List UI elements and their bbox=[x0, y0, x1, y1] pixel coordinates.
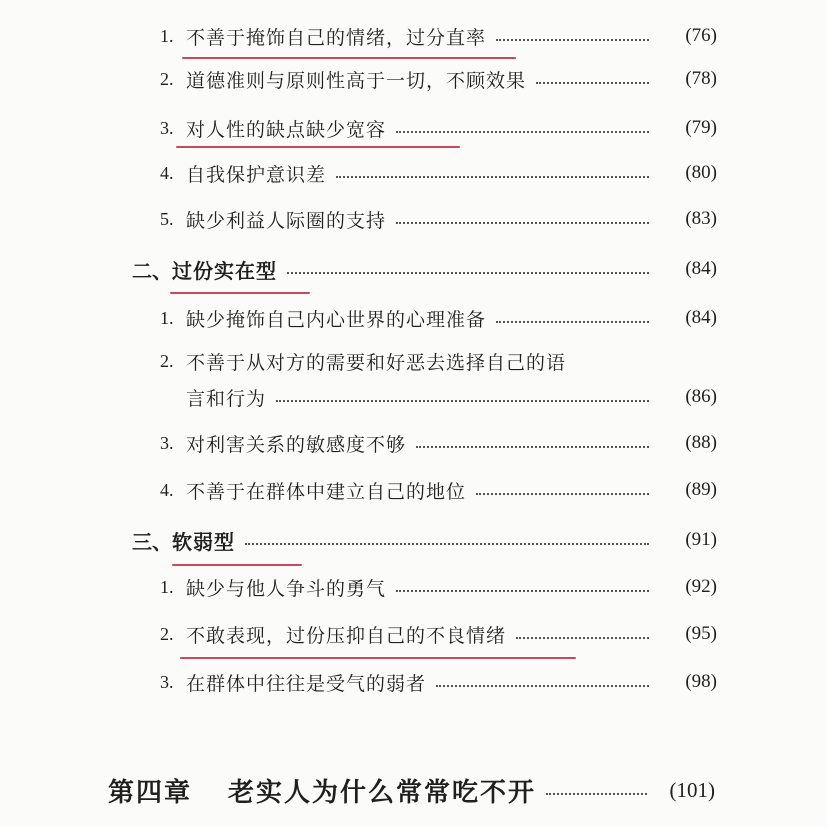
entry-title: 对人性的缺点缺少宽容 bbox=[186, 118, 387, 141]
entry-page: (89) bbox=[685, 479, 717, 500]
entry-page: (79) bbox=[685, 117, 717, 138]
entry-number: 3. bbox=[160, 671, 174, 692]
dot-leader bbox=[436, 684, 649, 687]
entry-number: 5. bbox=[160, 208, 174, 229]
toc-entry bbox=[0, 300, 827, 336]
entry-page: (78) bbox=[685, 68, 717, 89]
red-underline bbox=[176, 146, 460, 148]
entry-title: 不善于从对方的需要和好恶去选择自己的语 bbox=[186, 351, 567, 374]
entry-number: 1. bbox=[160, 25, 174, 46]
dot-leader bbox=[336, 175, 649, 178]
red-underline bbox=[180, 657, 576, 659]
toc-entry-continuation bbox=[0, 379, 827, 415]
dot-leader bbox=[245, 542, 649, 545]
entry-page: (76) bbox=[685, 25, 717, 46]
entry-number: 3. bbox=[160, 117, 174, 138]
toc-entry bbox=[0, 569, 827, 605]
entry-title: 不善于在群体中建立自己的地位 bbox=[186, 480, 467, 503]
entry-title: 缺少利益人际圈的支持 bbox=[186, 209, 387, 232]
dot-leader bbox=[496, 38, 649, 41]
entry-number: 4. bbox=[160, 479, 174, 500]
section-title: 过份实在型 bbox=[172, 258, 277, 283]
entry-title: 言和行为 bbox=[186, 387, 267, 410]
entry-number: 4. bbox=[160, 162, 174, 183]
entry-number: 1. bbox=[160, 307, 174, 328]
entry-title: 不敢表现，过份压抑自己的不良情绪 bbox=[186, 624, 507, 647]
entry-page: (86) bbox=[685, 386, 717, 407]
section-title: 软弱型 bbox=[172, 529, 235, 554]
section-number: 二、 bbox=[132, 258, 172, 283]
entry-page: (84) bbox=[685, 258, 717, 279]
entry-title: 在群体中往往是受气的弱者 bbox=[186, 672, 427, 695]
toc-section bbox=[0, 251, 827, 287]
toc-entry bbox=[0, 343, 827, 379]
entry-page: (88) bbox=[685, 432, 717, 453]
section-number: 三、 bbox=[132, 529, 172, 554]
entry-page: (98) bbox=[685, 671, 717, 692]
entry-title: 自我保护意识差 bbox=[186, 163, 327, 186]
dot-leader bbox=[276, 399, 649, 402]
chapter-title: 老实人为什么常常吃不开 bbox=[228, 777, 537, 808]
toc-entry bbox=[0, 110, 827, 146]
entry-page: (95) bbox=[685, 623, 717, 644]
entry-page: (83) bbox=[685, 208, 717, 229]
toc-entry bbox=[0, 472, 827, 508]
toc-chapter bbox=[0, 768, 827, 812]
entry-title: 对利害关系的敏感度不够 bbox=[186, 433, 407, 456]
entry-page: (92) bbox=[685, 576, 717, 597]
entry-page: (84) bbox=[685, 307, 717, 328]
toc-entry bbox=[0, 201, 827, 237]
toc-entry bbox=[0, 425, 827, 461]
entry-number: 3. bbox=[160, 432, 174, 453]
dot-leader bbox=[536, 81, 649, 84]
chapter-label: 第四章 bbox=[108, 777, 193, 808]
entry-number: 2. bbox=[160, 350, 174, 371]
toc-entry bbox=[0, 664, 827, 700]
red-underline bbox=[170, 292, 310, 294]
dot-leader bbox=[287, 271, 649, 274]
entry-page: (91) bbox=[685, 529, 717, 550]
dot-leader bbox=[546, 792, 647, 795]
entry-title: 不善于掩饰自己的情绪，过分直率 bbox=[186, 26, 487, 49]
dot-leader bbox=[476, 492, 649, 495]
entry-number: 2. bbox=[160, 623, 174, 644]
dot-leader bbox=[496, 320, 649, 323]
entry-number: 2. bbox=[160, 68, 174, 89]
dot-leader bbox=[516, 636, 649, 639]
toc-entry bbox=[0, 18, 827, 54]
dot-leader bbox=[396, 130, 649, 133]
entry-title: 缺少掩饰自己内心世界的心理准备 bbox=[186, 308, 487, 331]
entry-number: 1. bbox=[160, 576, 174, 597]
entry-page: (80) bbox=[685, 162, 717, 183]
entry-title: 道德准则与原则性高于一切，不顾效果 bbox=[186, 69, 527, 92]
chapter-page: (101) bbox=[669, 777, 715, 802]
red-underline bbox=[172, 564, 302, 566]
toc-entry bbox=[0, 616, 827, 652]
toc-entry bbox=[0, 155, 827, 191]
dot-leader bbox=[416, 445, 649, 448]
red-underline bbox=[182, 57, 516, 59]
toc-entry bbox=[0, 61, 827, 97]
toc-section bbox=[0, 522, 827, 558]
dot-leader bbox=[396, 589, 649, 592]
dot-leader bbox=[396, 221, 649, 224]
entry-title: 缺少与他人争斗的勇气 bbox=[186, 577, 387, 600]
